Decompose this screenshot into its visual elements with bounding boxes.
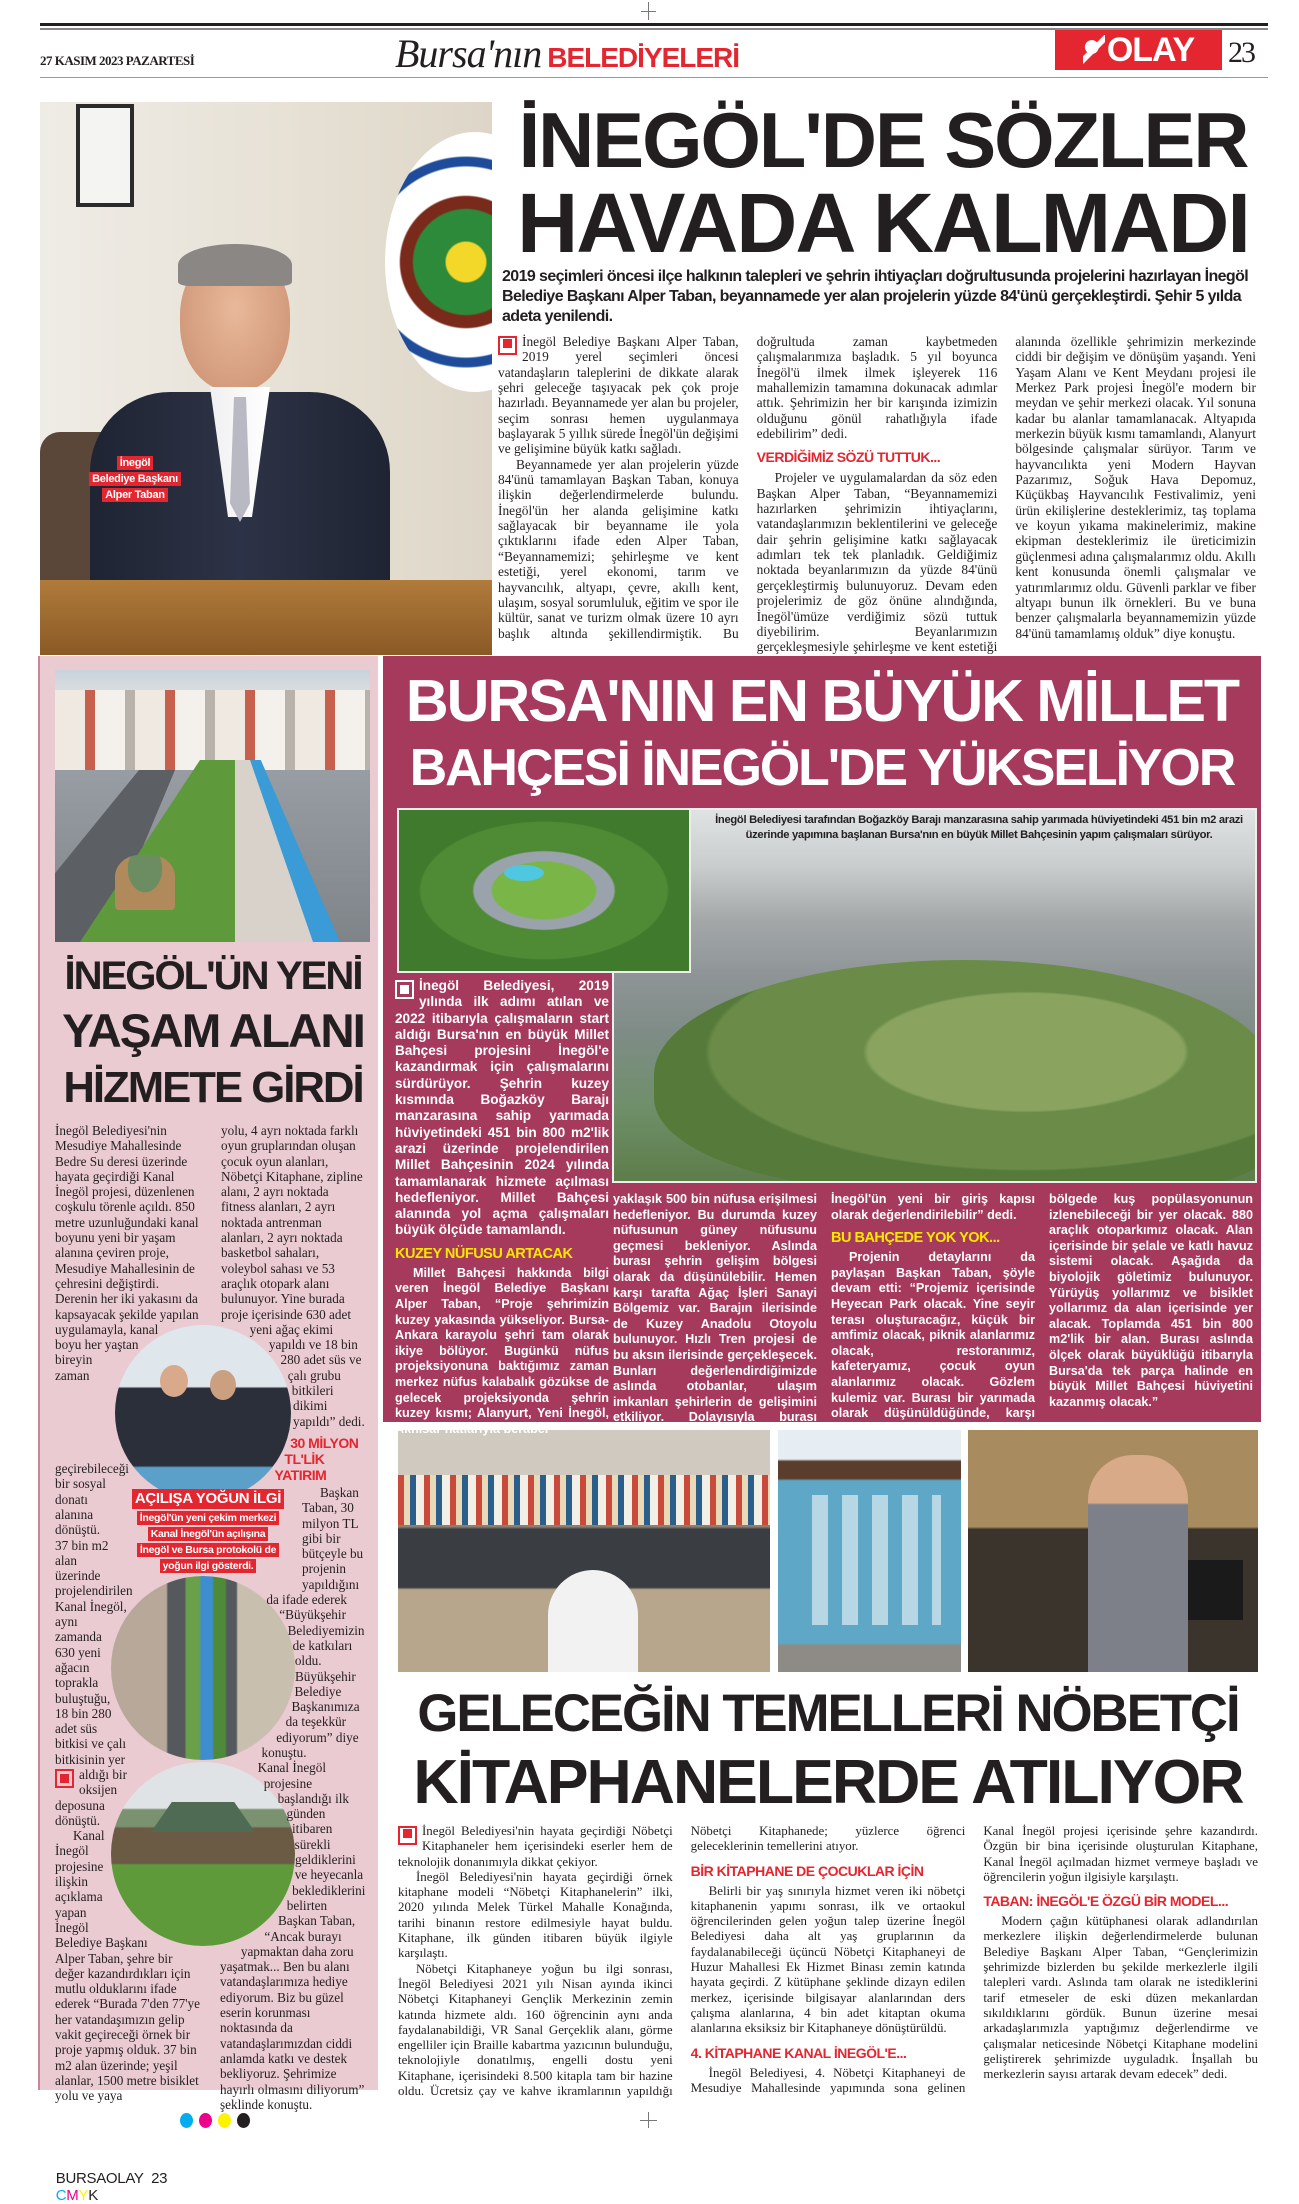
article-body-1 (498, 334, 1256, 655)
photo-caption: İnegöl Belediye Başkanı Alper Taban (80, 456, 190, 504)
headline-line: YAŞAM ALANI (62, 1005, 364, 1058)
black-dot-icon (237, 2113, 250, 2128)
subheading: TABAN: İNEGÖL'E ÖZGÜ BİR MODEL... (983, 1893, 1229, 1910)
subheading: KUZEY NÜFUSU ARTACAK (395, 1245, 573, 1262)
lead-paragraph: İnegöl Belediyesi'nin hayata geçirdiği Nöbetçi Kitaphaneler hem içerisindeki eserler hem de teknolojik donanımıyla dikkat çekiyor. (398, 1824, 673, 1869)
peninsula (654, 960, 1257, 1183)
paragraph: Modern çağın kütüphanesi olarak adlandırılan merkezlere ilişkin değerlendirmelerde bulunan Belediye Başkanı Alper Taban, “Gençlerimizin şehrimizde bizlerden bu şekilde merkezlerle ilgili talepleri vardı. Aslında tam olarak ne istediklerini tarif etmeseler de eski düzen mekanlardan sıkıldıklarını gördük. Bunun üzerine mesai arkadaşlarımızla yaptığımız değerlendirme ve çalışmalar neticesinde Nöbetçi Kitaphane modelini geliştirerek şehrimizde uyguladık. İnşallah bu merkezlerin sayısı artarak devam edecek” dedi. (983, 1914, 1258, 2082)
headline-line: HAVADA KALMADI (517, 175, 1249, 270)
paragraph: Beyannamede yer alan projelerin yüzde 84'ünü tamamlayan Başkan Taban, konuya ilişkin değerlendirmelerde bulundu. İnegöl'ün her alanda gelişimine katkı sağlayacak bir beyanname ile yola çıktıklarını ifade eden Alper Taban, “Beyannamemizi; şehirleşme ve kent estetiği, yerel ekonomi, tarım ve hayvancılık, altyapı, çevre, akıllı kent, ulaşım, sosyal sorumluluk, eğitim ve spor ile kültür, sanat ve turizm olmak üzere 10 ayrı başlık altında şekillendirmiştik. Bu doğrultuda zaman kaybetmeden çalışmalarımıza başladık. 5 yıl boyunca İnegöl'ü ilmek ilmek işleyerek 116 mahallemizin tamamına dokunacak adımlar attık. Şehrimizin her bir karışında izimizin olduğunu gönül rahatlığıyla ifade edebilirim” dedi. (498, 334, 998, 641)
mayor-photo (40, 102, 492, 655)
red-square-icon (55, 1769, 74, 1788)
headline-1 (505, 98, 1261, 270)
headline-line: KİTAPHANELERDE ATILIYOR (413, 1747, 1243, 1817)
headline-3 (390, 668, 1254, 804)
millet-bahcesi-render-photo (397, 808, 691, 973)
paragraph: Projenin detaylarını da paylaşan Başkan Taban, şöyle devam etti: “Projemiz içerisinde Heyecan Park olacak. Yine seyir terası oluşturacağız, küçük bir amfimiz olacak, piknik alanlarımız olacak, restoranımız, kafeteryamız, çocuk oyun alanlarımız olacak. Gözlem kulemiz var. Burası bir yarımada olarak düşünüldüğünde, karşı bölgede kuş popülasyonunun izlenebileceği bir yer olacak. 880 araçlık otoparkımız olacak. Alan içerisinde bir şelale ve katlı havuz sistemi olacak. Aşağıda da biyolojik göletimiz bulunuyor. Yürüyüş yollarımız ve bisiklet yollarımız da alan içerisinde yer alacak. Toplamda 451 bin 800 m2'lik bir alan. Burası aslında ölçek olarak büyüklüğü itibarıyla Bursa'da tek parça halinde en büyük Millet Bahçesi hüviyetini kazanmış olacak.” (831, 1192, 1253, 1421)
paragraph: Belirli bir yaş sınırıyla hizmet veren iki nöbetçi kitaphanenin yapımı sonrası, ilk ve ortaokul öğrencilerinden gelen yoğun talep üzerine İnegöl Belediyesi daha alt yaş gruplarının da faydalanabileceği üçüncü Nöbetçi Kitaphaneyi de Huzur Mahallesi Ek Hizmet Binası zemin katında hayata geçirdi. Z kütüphane şeklinde dizayn edilen merkez, içerisinde bilgisayar alanlarından ders çalışma alanlarına, 4 bin adet kitaptan okuma alanlarına eksiksiz bir Kitaphaneye dönüştürüldü. (690, 1883, 966, 2036)
pool (504, 865, 544, 881)
lead-paragraph: İnegöl Belediyesi'nin Mesudiye Mahallesinde Bedre Su deresi üzerinde hayata geçirdiği Kanal İnegöl projesi, düzenlenen coşkulu törenle açıldı. 850 metre uzunluğundaki kanal boyunu yeni bir yaşam alanına çeviren proje, Mesudiye Mahallesinin de çehresini değiştirdi. Derenin her iki yakasını da kapsayacak şekilde yapılan uygulamayla, kanal boyu her yaştan bireyin zaman geçirebileceği bir sosyal donatı alanına dönüştü. 37 bin m2 alan üzerinde projelendirilen Kanal İnegöl, aynı zamanda 630 yeni ağacın toprakla buluştuğu, 18 bin 280 adet süs bitkisi ve çalı bitkisinin yer aldığı bir oksijen deposuna dönüştü. (55, 1123, 199, 1828)
article-body-2-right (220, 1123, 366, 2112)
page-number: 23 (1228, 36, 1254, 69)
olay-logo (1055, 30, 1222, 70)
header-rule-bottom (40, 77, 1268, 78)
cmyk-dots (180, 2113, 250, 2128)
registration-mark-bottom-h (640, 2120, 657, 2121)
paragraph: Nöbetçi Kitaphaneye yoğun bu ilgi sonrası, İnegöl Belediyesi 2021 yılı Nisan ayında ikinci Nöbetçi Kitaphaneyi Gençlik Merkezinin zemin katında hizmete aldı. 160 öğrencinin aynı anda faydalanabildiği, VR Sanal Gerçeklik alanı, görme engelliler için Braille kabartma yazıcının bulunduğu, teknolojiyle donatılmış, engelli dostu yeni Kitaphane, içerisindeki 8.500 kitapla tam bir hazine oldu. Ücretsiz çay ve kahve ikramlarının yapıldığı Nöbetçi Kitaphanede; yüzlerce öğrenci geleceklerinin temellerini atıyor. (398, 1824, 966, 2099)
student (548, 1570, 638, 1672)
headline-4 (398, 1680, 1258, 1816)
windows (798, 1495, 941, 1625)
paragraph: Kanal İnegöl projesine başlandığı ilk günden itibaren sürekli geldiklerini ve heyecanla beklediklerini belirten Başkan Taban, “Ancak burayı yapmaktan daha zoru yaşatmak... Ben bu alanı vatandaşlarımıza hediye ediyorum. Biz bu güzel eserin korunması noktasında da vatandaşlarımızdan ciddi anlamda katkı ve destek bekliyoruz. Şehrimize hayırlı olmasını diliyorum” şeklinde konuştu. (220, 1760, 366, 2112)
red-square-icon (498, 336, 517, 355)
globe-icon (1083, 35, 1105, 65)
subheading: 30 MİLYON TL'LİK YATIRIM (274, 1434, 359, 1483)
headline-line: BURSA'NIN EN BÜYÜK MİLLET (405, 667, 1239, 734)
mayor-figure (1088, 1455, 1188, 1672)
registration-mark-top-h (641, 11, 656, 12)
subheadline-1: 2019 seçimleri öncesi ilçe halkının talepleri ve şehrin ihtiyaçları doğrultusunda projelerini hazırlayan İnegöl Belediye Başkanı Alper Taban, beyannamede yer alan projelerin yüzde 84'ünü gerçekleştirdi. Şehir 5 yılda adeta yenilendi. (502, 268, 1249, 325)
red-square-icon (398, 1826, 417, 1845)
section-title (395, 30, 835, 78)
article-body-3-right (613, 1192, 1253, 1426)
lead-paragraph: İnegöl Belediye Başkanı Alper Taban, 2019 yerel seçimleri öncesi vatandaşların taleplerini de dikkate alarak şehri geleceğe taşıyacak pek çok proje hazırladı. Beyannamede yer alan bu projeler, seçim sonrası hemen uygulanmaya başlayarak 5 yıllık sürede İnegöl'ün değişimi ve gelişimine büyük katkı sağladı. (498, 334, 739, 457)
magenta-dot-icon (199, 2113, 212, 2128)
gazebo (115, 855, 175, 910)
lead-paragraph: İnegöl Belediyesi, 2019 yılında ilk adımı atılan ve 2022 itibarıyla çalışmaların start aldığı Bursa'nın en büyük Millet Bahçesi projesini İnegöl'e kazandırmak için çalışmalarını sürdürüyor. Şehrin kuzey kısmında Boğazköy Barajı manzarasına sahip yarımada hüviyetindeki 451 bin 800 m2'lik arazi üzerinde projelendirilen Millet Bahçesinin 2024 yılında tamamlanarak hizmete açılması hedefleniyor. Millet Bahçesi alanında yol açma çalışmaları büyük ölçüde tamamlandı. (395, 978, 609, 1238)
header-rule-thick (40, 23, 1268, 26)
article-body-3-left (395, 978, 609, 1437)
paragraph: yolu, 4 ayrı noktada farklı oyun gruplarından oluşan çocuk oyun alanları, Nöbetçi Kitaphane, zipline alanı, 2 ayrı noktada fitness alanları, 2 ayrı noktada antrenman alanları, 2 ayrı noktada basketbol sahaları, voleybol sahası ve 53 araçlık otopark alanı bulunuyor. Yine burada proje içerisinde 630 adet yeni ağaç ekimi yapıldı ve 18 bin 280 adet süs ve çalı grubu bitkileri dikimi yapıldı” dedi. (221, 1123, 365, 1429)
library-interior-photo (398, 1430, 770, 1672)
olay-logo-text: OLAY (1106, 30, 1195, 69)
white-square-icon (395, 980, 414, 999)
yellow-dot-icon (218, 2113, 231, 2128)
photo-caption-3: İnegöl Belediyesi tarafından Boğazköy Barajı manzarasına sahip yarımada hüviyetindeki 451 bin m2 arazi üzerinde yapımına başlanan Bursa'nın en büyük Millet Bahçesinin yapım çalışmaları sürüyor. (715, 814, 1243, 841)
mayor-hair (178, 244, 292, 286)
subheading: 4. KİTAPHANE KANAL İNEGÖL'E... (690, 2044, 907, 2061)
subheading: VERDİĞİMİZ SÖZÜ TUTTUK... (756, 449, 941, 466)
article-body-4 (398, 1824, 1258, 2099)
desk (40, 580, 492, 655)
monitor (1188, 1560, 1243, 1620)
headline-line: İNEGÖL'ÜN YENİ (64, 954, 362, 998)
framed-certificate (76, 104, 134, 207)
caption-title: AÇILIŞA YOĞUN İLGİ (132, 1489, 284, 1509)
bookshelf (398, 1475, 770, 1525)
paragraph: İnegöl Belediyesi, 4. Nöbetçi Kitaphaneyi de Mesudiye Mahallesinde yapımında sona gelinen Kanal İnegöl projesi içerisinde şehre kazandırdı. Özgün bir bina içerisinde oluşturulan Kitaphane, Kanal İnegöl açılmadan hizmet vermeye başladı ve öğrencilerin yoğun ilgisiyle karşılaştı. (690, 1824, 1258, 2095)
section-title-script: Bursa'nın (395, 31, 542, 76)
section-title-bold: BELEDİYELERİ (547, 42, 740, 73)
article-body-2-left (55, 1123, 205, 2104)
headline-line: İNEGÖL'DE SÖZLER (518, 98, 1248, 184)
opening-photo-caption: AÇILIŞA YOĞUN İLGİ İnegöl'ün yeni çekim merkezi Kanal İnegöl'ün açılışına İnegöl ve Bursa protokolü de yoğun ilgi gösterdi. (120, 1489, 296, 1575)
issue-date: 27 KASIM 2023 PAZARTESİ (40, 53, 195, 68)
walkway (235, 760, 315, 942)
millet-bahcesi-aerial-photo (612, 808, 1257, 1183)
subheading: BİR KİTAPHANE DE ÇOCUKLAR İÇİN (690, 1862, 924, 1879)
paragraph: yaklaşık 500 bin nüfusa erişilmesi hedefleniyor. Bu durumda kuzey nüfusunun güney nüfusunu geçmesi bekleniyor. Aslında burası şehrin gelişim bölgesi olarak da düşünülebilir. Hemen karşı tarafta Ağaç İşleri Sanayi Bölgemiz var. Barajın ilerisinde de Kuzey Anadolu Otoyolu bulunuyor. Hızlı Tren projesi de bu aksın ilerisinde gerçekleşecek. Bunları değerlendirdiğimizde aslında otobanlar, ulaşım imkanları şehirlerin de gelişimini etkiliyor. Dolayısıyla burası İnegöl'ün yeni bir giriş kapısı olarak değerlendirilebilir” dedi. (613, 1192, 1035, 1425)
houses (55, 690, 370, 770)
footer-slug: BURSAOLAY 23 CMYK (55, 2170, 168, 2204)
paragraph: Kanal İnegöl projesine ilişkin açıklama yapan İnegöl Belediye Başkanı Alper Taban, şehre bir değer kazandırdıkları için mutlu olduklarını ifade ederek “Burada 7'den 77'ye her vatandaşımızın gelip vakit geçireceği örnek bir proje yapmış olduk. 37 bin m2 alan üzerinde; yeşil alanlar, 1500 metre bisiklet yolu ve yaya (55, 1828, 200, 2104)
headline-line: HİZMETE GİRDİ (63, 1063, 363, 1112)
municipal-flag-emblem (385, 132, 492, 392)
cyan-dot-icon (180, 2113, 193, 2128)
paragraph: İnegöl Belediyesi'nin hayata geçirdiği örnek kitaphane modeli “Nöbetçi Kitaphanelerin” ilki, 2020 yılında Melek Türkel Mahalle Konağında, tarihi binanın restore edilmesiyle hayat buldu. Kitaphane, ilk günden itibaren büyük ilgiyle karşılaştı. (398, 1869, 673, 1961)
headline-line: BAHÇESİ İNEGÖL'DE YÜKSELİYOR (409, 738, 1235, 796)
subheading: BU BAHÇEDE YOK YOK... (831, 1230, 1000, 1247)
mayor-library-visit-photo (968, 1430, 1258, 1672)
paragraph: Başkan Taban, 30 milyon TL gibi bir bütçeyle bu projenin yapıldığını da ifade ederek “Büyükşehir Belediyemizin de katkıları oldu. Büyükşehir Belediye Başkanımıza da teşekkür ediyorum” diye konuştu. (261, 1484, 365, 1760)
paragraph: Millet Bahçesi hakkında bilgi veren İnegöl Belediye Başkanı Alper Taban, “Proje şehrimizin kuzey yakasında yükseliyor. Bursa-Ankara karayolu şehri tam olarak ikiye bölüyor. Bugünkü nüfus projeksiyonuna baktığımız zaman merkez nüfus kalabalık gözükse de gelecek projeksiyonda şehrin kuzey kısmı; Alanyurt, Yeni İnegöl, Akhisar hatlarıyla beraber (395, 1265, 609, 1436)
headline-line: GELECEĞİN TEMELLERİ NÖBETÇİ (417, 1684, 1239, 1743)
headline-2 (55, 948, 371, 1116)
paragraph: Projeler ve uygulamalardan da söz eden Başkan Alper Taban, “Beyannamemizi hazırlarken şehrimizin ihtiyaçlarını, vatandaşlarımızın beklentilerini ve geleceğe dair şehrin gelişimine katkı sağlayacak adımları tek tek planladık. Geldiğimiz noktada beyanlarımızın da yüzde 84'ünü gerçekleştirmiş bulunuyoruz. Devam eden projelerimiz de göz önüne alındığında, İnegöl'ümüze verdiğimiz sözü tuttuk diyebilirim. Beyanlarımızın gerçekleşmesiyle şehirleşme ve kent estetiği alanında özellikle şehrimizin merkezinde ciddi bir değişim ve dönüşüm yaşandı. Yeni Yaşam Alanı ve Kent Meydanı projesi ile Merkez Park projesi İnegöl'e modern bir meydan ve şehir merkezi olacak. Yıl sonuna kadar bu alanlar tamamlanacak. Altyapıda merkezin büyük kısmı tamamlandı, Alanyurt bölgesinde çalışmalar sürüyor. Tarım ve hayvancılıkta yeni Modern Hayvan Pazarımız, Soğuk Hava Depomuz, Küçükbaş Hayvancılık Festivalimiz, yeni ürün ekilişlerine desteklerimiz, taş toplama ve koyun yıkama makinelerimiz, makine ekipman desteklerimiz ile üreticimizin güçlenmesi adına çalışmalarımız oldu. Akıllı kent konusunda önemli çalışmalar ve yatırımlarımız oldu. Güvenli parklar ve fiber altyapı bunun ilk örnekleri. Bu ve buna benzer çalışmalarla beyannamemizin yüzde 84'ünü tamamlamış olduk” diye konuştu. (756, 334, 1256, 655)
historic-library-house-photo (778, 1430, 961, 1672)
kanal-aerial-photo (55, 670, 370, 942)
